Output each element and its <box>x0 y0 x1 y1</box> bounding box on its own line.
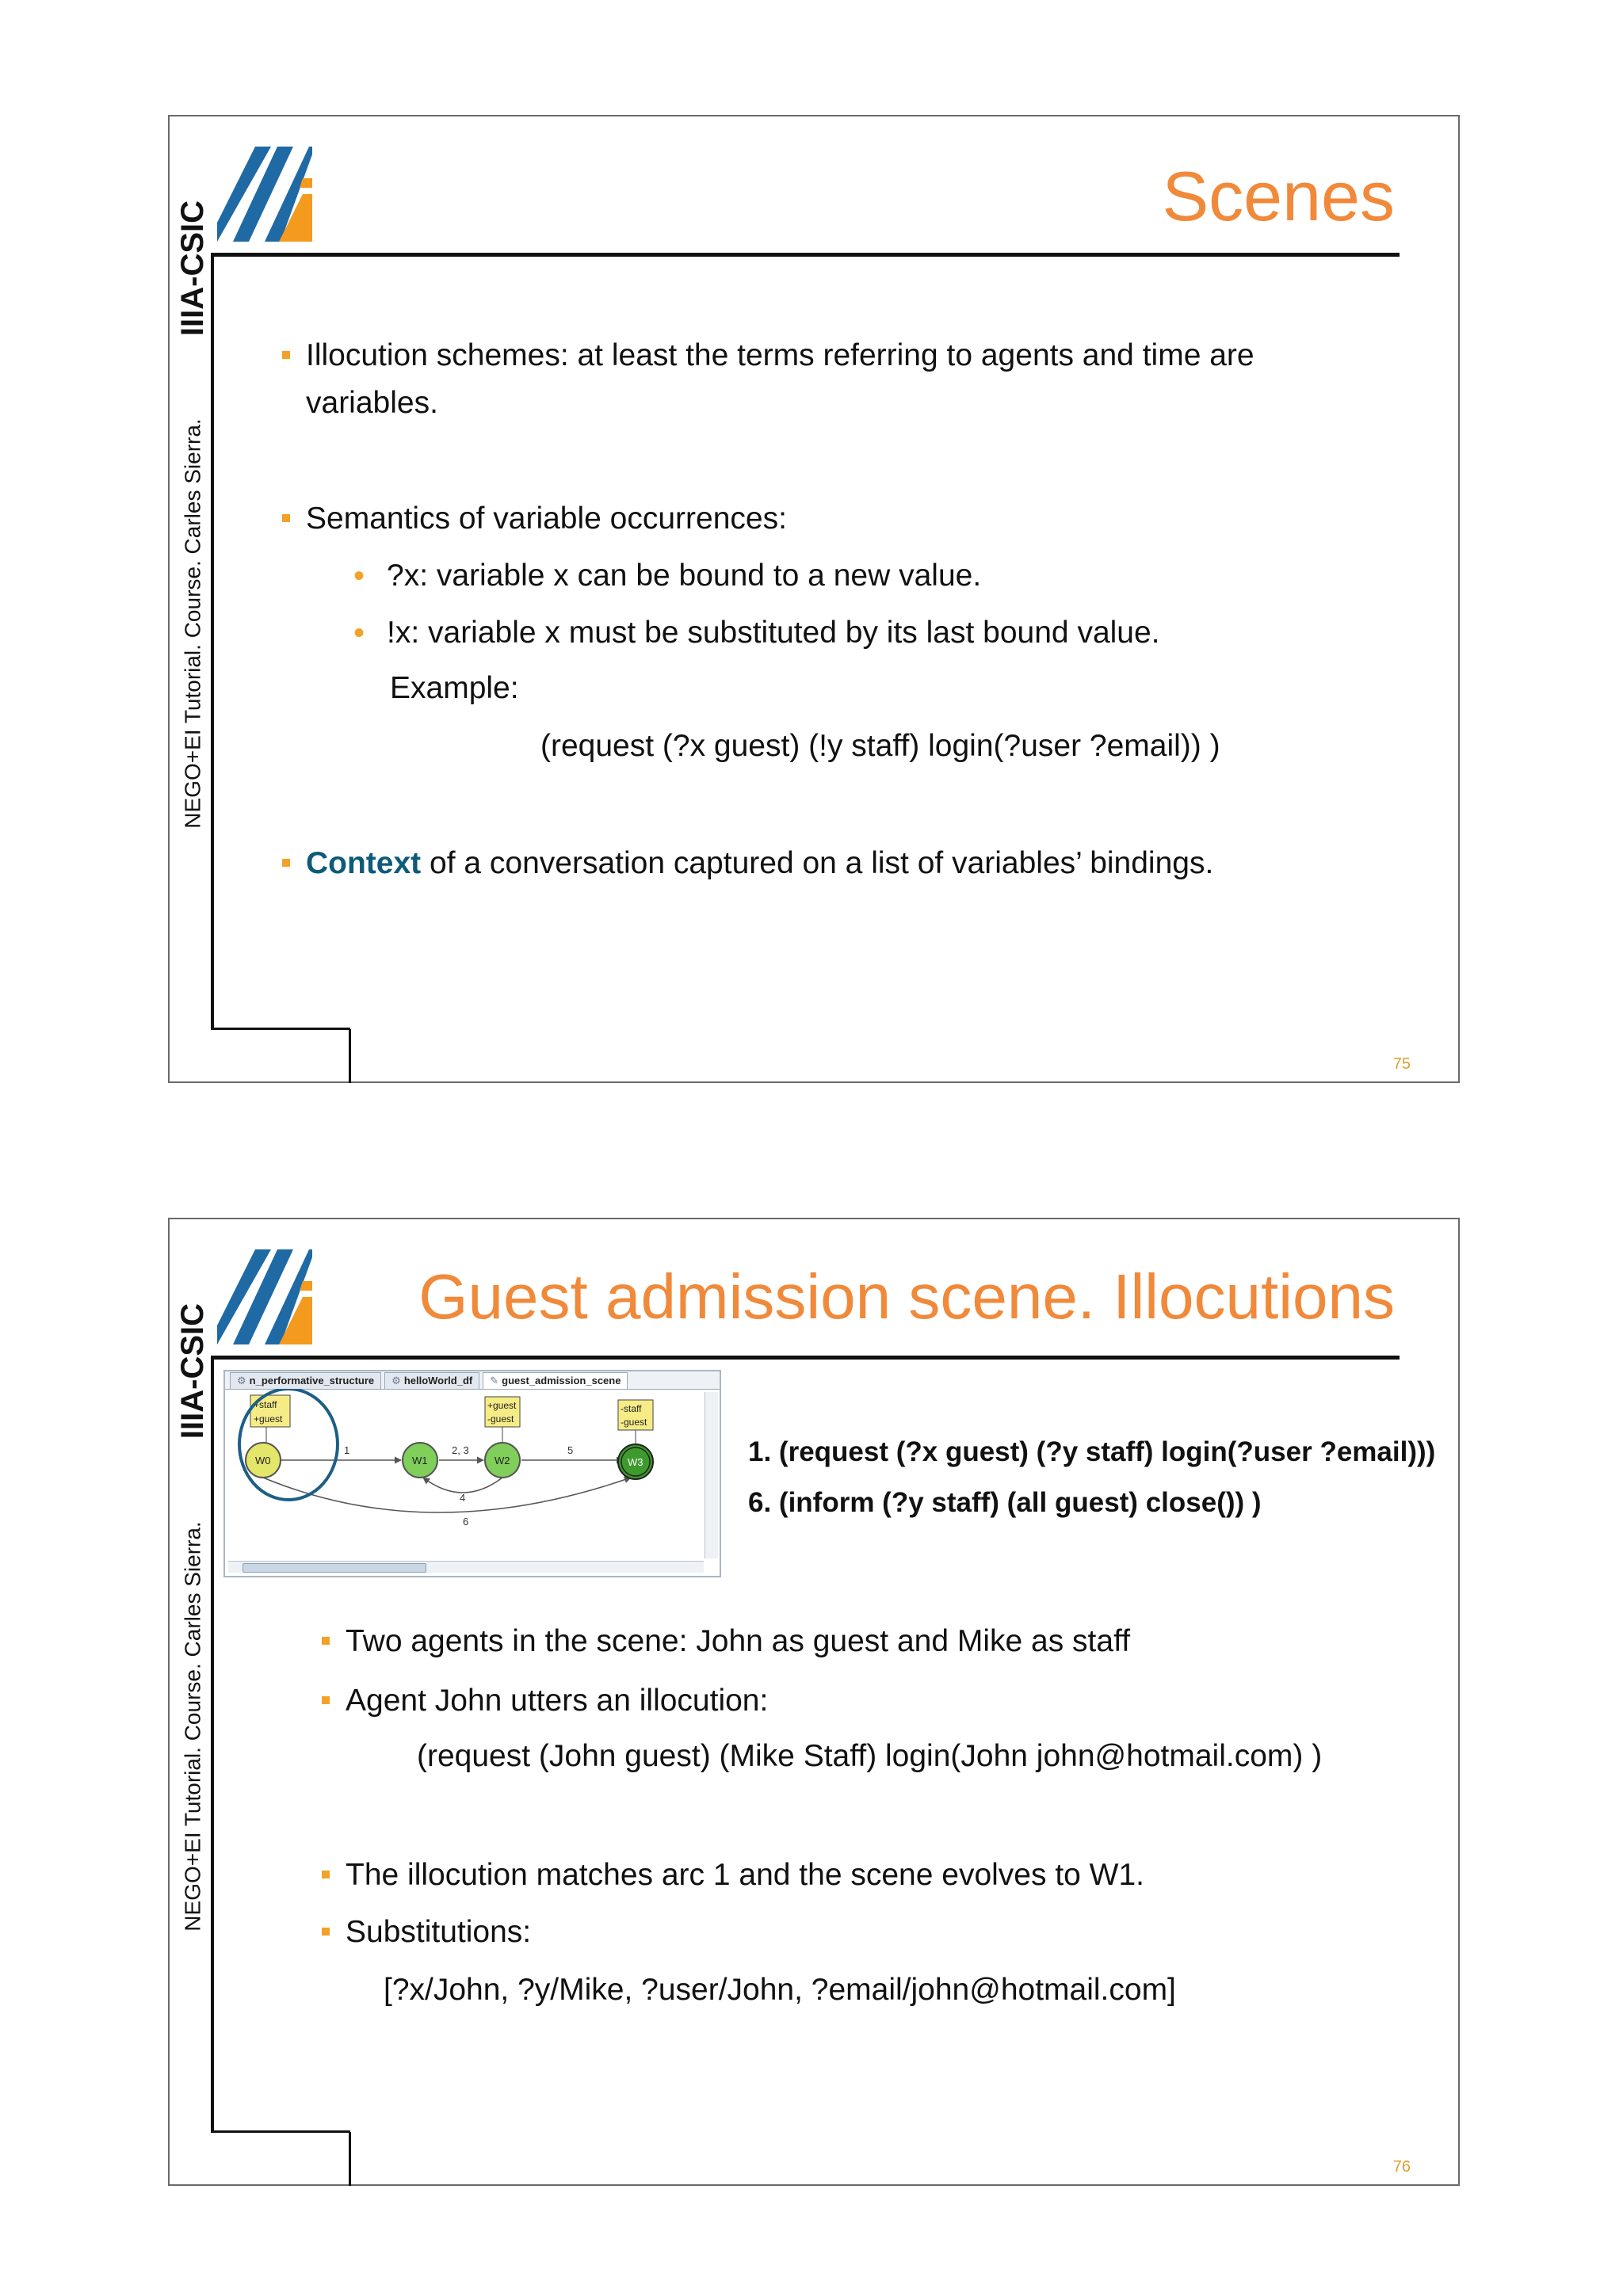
editor-tabs <box>225 1371 720 1390</box>
bullet-substitutions <box>346 1909 531 1956</box>
bullet-square-icon <box>322 1928 330 1936</box>
role-text: +staff <box>254 1399 277 1410</box>
sub-bullet-text: !x: variable x must be substituted by its last bound value. <box>387 616 1160 650</box>
bullet-text: Two agents in the scene: John as guest and Mike as staff <box>346 1624 1131 1658</box>
scene-graph <box>225 1389 704 1555</box>
bullet-text: Agent John utters an illocution: <box>346 1684 769 1718</box>
author-label: NEGO+EI Tutorial. Course. Carles Sierra. <box>181 1521 205 1932</box>
sub-bullet-last-value <box>353 609 1160 657</box>
bullet-dot-icon: • <box>353 616 365 650</box>
bullet-text: Illocution schemes: at least the terms referring to agents and time are <box>306 338 1254 372</box>
bullet-text: Semantics of variable occurrences: <box>306 502 787 536</box>
vertical-scrollbar[interactable] <box>705 1392 718 1558</box>
tab-helloworld-df[interactable]: ⚙ helloWorld_df <box>384 1372 479 1389</box>
title-divider <box>211 1356 1400 1360</box>
tab-performative-structure[interactable]: ⚙ n_performative_structure <box>230 1372 381 1389</box>
substitutions-text: [?x/John, ?y/Mike, ?user/John, ?email/john@hotmail.com] <box>384 1973 1176 2007</box>
org-label: IIIA-CSIC <box>175 200 211 336</box>
node-label: W1 <box>412 1455 428 1466</box>
illocution-6: 6. (inform (?y staff) (all guest) close()) ) <box>748 1487 1262 1518</box>
bullet-square-icon <box>282 514 290 522</box>
bullet-square-icon <box>282 859 290 867</box>
bullet-text-cont: variables. <box>306 386 438 420</box>
bullet-context <box>306 840 1213 887</box>
frame-left <box>211 1356 214 2132</box>
sub-bullet-new-value <box>353 552 982 600</box>
node-label: W3 <box>628 1456 643 1468</box>
page-number: 76 <box>1392 2158 1411 2176</box>
illocution-list <box>748 1427 1435 1528</box>
iiia-logo-icon <box>217 147 312 242</box>
role-text: -guest <box>621 1417 647 1428</box>
slide-guest-admission <box>168 1218 1460 2186</box>
arc-4 <box>423 1478 502 1493</box>
bullet-square-icon <box>322 1696 330 1704</box>
role-text: -staff <box>621 1403 642 1414</box>
frame-bottom <box>211 2130 350 2133</box>
example-code: (request (?x guest) (!y staff) login(?user ?email)) ) <box>540 729 1220 763</box>
bullet-text: The illocution matches arc 1 and the scene evolves to W1. <box>346 1858 1145 1892</box>
bullet-matches-arc <box>346 1852 1144 1899</box>
page-number: 75 <box>1392 1055 1411 1073</box>
bullet-dot-icon: • <box>353 559 365 593</box>
frame-notch <box>349 2132 351 2186</box>
node-label: W2 <box>495 1455 510 1466</box>
arc-6 <box>263 1478 631 1512</box>
arc-label: 6 <box>463 1516 469 1527</box>
author-label: NEGO+EI Tutorial. Course. Carles Sierra. <box>181 418 205 829</box>
bullet-two-agents <box>346 1618 1130 1665</box>
sub-bullet-text: ?x: variable x can be bound to a new value. <box>387 559 982 593</box>
context-keyword: Context <box>306 846 422 880</box>
bullet-text: of a conversation captured on a list of variables’ bindings. <box>421 846 1214 880</box>
arc-label: 2, 3 <box>452 1444 469 1456</box>
scene-icon: ✎ <box>490 1375 499 1386</box>
frame-bottom <box>211 1028 350 1030</box>
bullet-semantics <box>306 495 787 543</box>
frame-left <box>211 253 214 1029</box>
utterance-text: (request (John guest) (Mike Staff) login(John john@hotmail.com) ) <box>417 1739 1323 1773</box>
horizontal-scrollbar[interactable] <box>228 1561 704 1573</box>
role-text: +guest <box>487 1400 517 1411</box>
diagram-icon: ⚙ <box>391 1375 401 1386</box>
frame-notch <box>349 1029 351 1083</box>
bullet-illocution-schemes <box>306 332 1368 427</box>
role-text: +guest <box>254 1413 283 1425</box>
example-label: Example: <box>390 671 519 705</box>
bullet-square-icon <box>322 1871 330 1878</box>
tab-guest-admission-scene[interactable]: ✎ guest_admission_scene <box>483 1372 628 1389</box>
arc-label: 5 <box>567 1444 574 1456</box>
scrollbar-thumb[interactable] <box>242 1563 426 1573</box>
arc-label: 1 <box>344 1444 350 1456</box>
diagram-icon: ⚙ <box>237 1375 246 1386</box>
node-label: W0 <box>255 1455 271 1466</box>
iiia-logo-icon <box>217 1249 312 1344</box>
illocution-1: 1. (request (?x guest) (?y staff) login(?user ?email))) <box>748 1436 1436 1467</box>
scene-editor-screenshot <box>223 1370 721 1577</box>
arc-label: 4 <box>460 1492 466 1504</box>
bullet-square-icon <box>322 1637 330 1645</box>
bullet-square-icon <box>282 351 290 359</box>
slide-scenes <box>168 115 1460 1083</box>
org-label: IIIA-CSIC <box>175 1302 211 1439</box>
slide-title: Guest admission scene. Illocutions <box>418 1261 1395 1332</box>
bullet-text: Substitutions: <box>346 1915 532 1949</box>
bullet-agent-utters <box>346 1677 768 1725</box>
role-text: -guest <box>487 1413 514 1425</box>
slide-title: Scenes <box>1162 157 1395 235</box>
title-divider <box>211 253 1400 257</box>
